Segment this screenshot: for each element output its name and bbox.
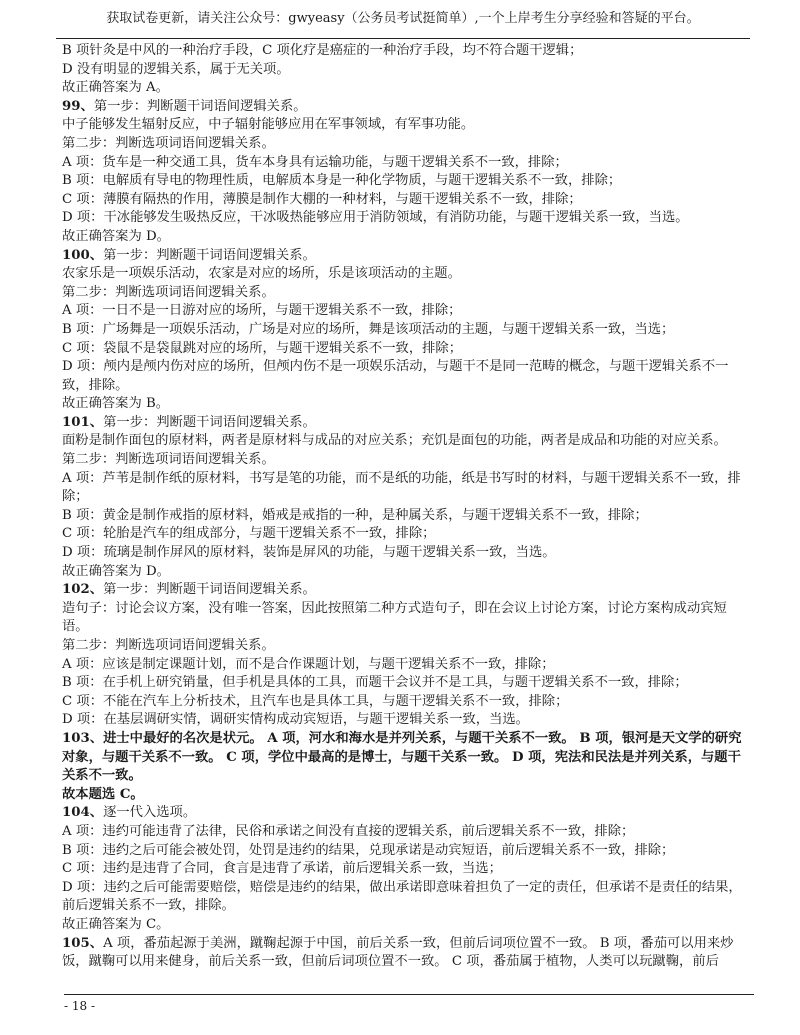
line-text: 故正确答案为 D。 <box>62 563 170 579</box>
line-text: D 项：违约之后可能需要赔偿，赔偿是违约的结果，做出承诺即意味着担负了一定的责任，但承诺不是责任的结果，前后逻辑关系不一致，排除。 <box>62 879 742 914</box>
line-text: D 项：在基层调研实情，调研实情构成动宾短语，与题干逻辑关系一致，当选。 <box>62 712 529 728</box>
line-text: 第二步：判断选项词语间逻辑关系。 <box>62 284 275 300</box>
question-number: 100、 <box>62 247 104 263</box>
text-line <box>62 135 752 154</box>
line-text: B 项：在手机上研究销量，但手机是具体的工具，而题干会议并不是工具，与题干逻辑关系不一致，排除； <box>62 675 688 691</box>
text-line <box>62 544 752 563</box>
text-line <box>62 842 752 861</box>
question-number: 105、 <box>62 935 104 951</box>
line-text: C 项：违约是违背了合同，食言是违背了承诺，前后逻辑关系一致，当选； <box>62 861 502 877</box>
text-line <box>62 116 752 135</box>
line-text: 第二步：判断选项词语间逻辑关系。 <box>62 452 275 468</box>
text-line <box>62 79 752 98</box>
line-text: D 没有明显的逻辑关系，属于无关项。 <box>62 61 290 77</box>
page-number: - 18 - <box>64 999 96 1013</box>
line-text: 第一步：判断题干词语间逻辑关系。 <box>103 582 316 598</box>
line-text: C 项：袋鼠不是袋鼠跳对应的场所，与题干逻辑关系不一致，排除； <box>62 340 463 356</box>
text-line <box>62 432 752 451</box>
text-line <box>62 358 752 395</box>
text-line <box>62 935 752 972</box>
text-line <box>62 209 752 228</box>
line-text: C 项：薄膜有隔热的作用，薄膜是制作大棚的一种材料，与题干逻辑关系不一致，排除； <box>62 191 582 207</box>
text-line <box>62 916 752 935</box>
line-text: 第一步：判断题干词语间逻辑关系。 <box>103 414 316 430</box>
text-line <box>62 674 752 693</box>
text-line <box>62 786 752 805</box>
question-number: 99、 <box>62 98 94 114</box>
line-text: 故正确答案为 B。 <box>62 396 170 412</box>
line-text: 故本题选 C。 <box>62 786 144 802</box>
text-line <box>62 395 752 414</box>
text-line <box>62 302 752 321</box>
line-text: B 项：违约之后可能会被处罚，处罚是违约的结果，兑现承诺是动宾短语，前后逻辑关系不一致，排除； <box>62 842 675 858</box>
question-number: 103、 <box>62 730 104 746</box>
text-line <box>62 525 752 544</box>
line-text: 故正确答案为 C。 <box>62 916 170 932</box>
line-text: 第二步：判断选项词语间逻辑关系。 <box>62 135 275 151</box>
line-text: D 项：琉璃是制作屏风的原材料，装饰是屏风的功能，与题干逻辑关系一致，当选。 <box>62 545 556 561</box>
text-line <box>62 61 752 80</box>
text-line <box>62 247 752 266</box>
line-text: 故正确答案为 D。 <box>62 228 170 244</box>
text-line <box>62 581 752 600</box>
text-line <box>62 228 752 247</box>
text-line <box>62 284 752 303</box>
line-text: A 项：货车是一种交通工具，货车本身具有运输功能，与题干逻辑关系不一致，排除； <box>62 154 568 170</box>
line-text: B 项：电解质有导电的物理性质，电解质本身是一种化学物质，与题干逻辑关系不一致，排除； <box>62 173 622 189</box>
text-line <box>62 470 752 507</box>
line-text: D 项：干冰能够发生吸热反应，干冰吸热能够应用于消防领域，有消防功能，与题干逻辑关系一致，当选。 <box>62 210 689 226</box>
line-text: 农家乐是一项娱乐活动，农家是对应的场所，乐是该项活动的主题。 <box>62 266 461 282</box>
text-line <box>62 191 752 210</box>
line-text: 面粉是制作面包的原材料，两者是原材料与成品的对应关系；充饥是面包的功能，两者是成品和功能的对应关系。 <box>62 433 727 449</box>
text-line <box>62 693 752 712</box>
text-line <box>62 414 752 433</box>
page-header: 获取试卷更新，请关注公众号：gwyeasy（公务员考试挺简单）,一个上岸考生分享经验和答疑的平台。 <box>56 0 750 39</box>
text-line <box>62 172 752 191</box>
text-line <box>62 730 752 786</box>
text-line <box>62 507 752 526</box>
text-line <box>62 637 752 656</box>
line-text: 中子能够发生辐射反应，中子辐射能够应用在军事领域，有军事功能。 <box>62 117 475 133</box>
question-number: 102、 <box>62 582 104 598</box>
text-line <box>62 711 752 730</box>
line-text: D 项：颅内是颅内伤对应的场所，但颅内伤不是一项娱乐活动，与题干不是同一范畴的概念，与题干逻辑关系不一致，排除。 <box>62 359 729 393</box>
text-line <box>62 321 752 340</box>
text-line <box>62 340 752 359</box>
line-text: A 项：芦苇是制作纸的原材料，书写是笔的功能，而不是纸的功能，纸是书写时的材料，与题干逻辑关系不一致，排除； <box>62 470 741 505</box>
text-line <box>62 804 752 823</box>
line-text: B 项：黄金是制作戒指的原材料，婚戒是戒指的一种，是种属关系，与题干逻辑关系不一致，排除； <box>62 507 648 523</box>
line-text: B 项针灸是中风的一种治疗手段，C 项化疗是癌症的一种治疗手段，均不符合题干逻辑； <box>62 43 583 58</box>
line-text: 第二步：判断选项词语间逻辑关系。 <box>62 638 275 653</box>
text-line <box>62 451 752 470</box>
text-line <box>62 98 752 117</box>
page-footer <box>64 994 754 1014</box>
line-text: 第一步：判断题干词语间逻辑关系。 <box>103 247 316 263</box>
question-number: 101、 <box>62 414 104 430</box>
text-line <box>62 600 752 637</box>
line-text: A 项，番茄起源于美洲，蹴鞠起源于中国，前后关系一致，但前后词项位置不一致。 B 项，番茄可以用来炒饭，蹴鞠可以用来健身，前后关系一致，但前后词项位置不一致。 C 项，番茄属于植物，人类可以玩蹴鞠，前后 <box>62 935 734 970</box>
text-line <box>62 563 752 582</box>
line-text: A 项：违约可能违背了法律，民俗和承诺之间没有直接的逻辑关系，前后逻辑关系不一致，排除； <box>62 823 635 839</box>
text-line <box>62 860 752 879</box>
question-number: 104、 <box>62 805 104 821</box>
line-text: C 项：轮胎是汽车的组成部分，与题干逻辑关系不一致，排除； <box>62 526 436 542</box>
line-text: 逐一代入选项。 <box>103 805 197 821</box>
line-text: 第一步：判断题干词语间逻辑关系。 <box>93 98 307 114</box>
text-line <box>62 265 752 284</box>
line-text: A 项：应该是制定课题计划，而不是合作课题计划，与题干逻辑关系不一致，排除； <box>62 656 555 672</box>
text-line <box>62 154 752 173</box>
text-line <box>62 42 752 61</box>
line-text: B 项：广场舞是一项娱乐活动，广场是对应的场所，舞是该项活动的主题，与题干逻辑关系一致，当选； <box>62 321 675 337</box>
line-text: C 项：不能在汽车上分析技术，且汽车也是具体工具，与题干逻辑关系不一致，排除； <box>62 693 569 709</box>
line-text: 故正确答案为 A。 <box>62 80 169 96</box>
text-line <box>62 823 752 842</box>
text-line <box>62 656 752 675</box>
line-text: A 项：一日不是一日游对应的场所，与题干逻辑关系不一致，排除； <box>62 303 462 319</box>
text-line <box>62 879 752 916</box>
line-text: 进士中最好的名次是状元。 A 项，河水和海水是并列关系，与题干关系不一致。 B 项，银河是天文学的研究对象，与题干关系不一致。 C 项，学位中最高的是博士，与题干关系一致。 D 项，宪法和民法是并列关系，与题干关系不一致。 <box>62 730 742 784</box>
document-body <box>62 42 752 972</box>
line-text: 造句子：讨论会议方案，没有唯一答案，因此按照第二种方式造句子，即在会议上讨论方案，讨论方案构成动宾短语。 <box>62 600 727 635</box>
